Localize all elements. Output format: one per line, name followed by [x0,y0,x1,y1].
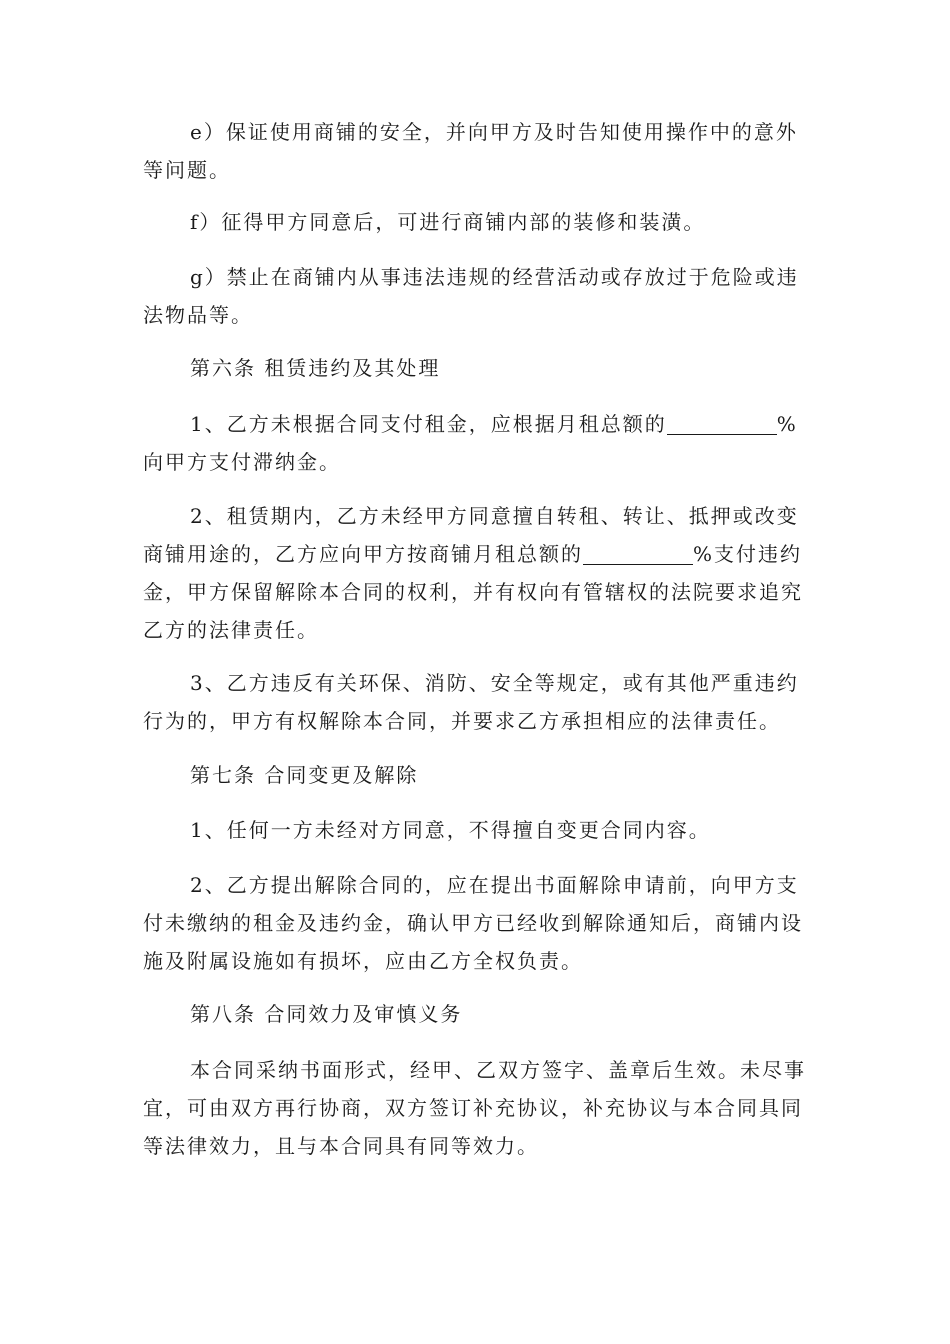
fill-in-blank[interactable] [583,542,693,565]
article-8-heading: 第八条 合同效力及审慎义务 [190,1002,463,1026]
article-7-heading: 第七条 合同变更及解除 [190,763,419,787]
article-6-item-1-text-b: %向甲方支付滞纳金。 [143,412,798,474]
clause-g: g）禁止在商铺内从事违法违规的经营活动或存放过于危险或违法物品等。 [143,265,799,327]
article-6-heading: 第六条 租赁违约及其处理 [190,356,441,380]
article-6-item-1-text-a: 1、乙方未根据合同支付租金，应根据月租总额的 [190,412,667,436]
article-7-item-2: 2、乙方提出解除合同的，应在提出书面解除申请前，向甲方支付未缴纳的租金及违约金，确认甲方已经收到解除通知后，商铺内设施及附属设施如有损坏，应由乙方全权负责。 [143,873,803,973]
fill-in-blank[interactable] [667,412,777,435]
article-6-item-2-text-a: 2、租赁期内，乙方未经甲方同意擅自转租、转让、抵押或改变商铺用途的，乙方应向甲方按商铺月租总额的 [143,504,799,566]
article-7-item-1: 1、任何一方未经对方同意，不得擅自变更合同内容。 [190,818,711,842]
clause-f: f）征得甲方同意后，可进行商铺内部的装修和装潢。 [190,210,706,234]
article-8-body: 本合同采纳书面形式，经甲、乙双方签字、盖章后生效。未尽事宜，可由双方再行协商，双方签订补充协议，补充协议与本合同具同等法律效力，且与本合同具有同等效力。 [143,1058,806,1158]
article-6-item-3: 3、乙方违反有关环保、消防、安全等规定，或有其他严重违约行为的，甲方有权解除本合同，并要求乙方承担相应的法律责任。 [143,671,799,733]
article-6-item-1 [143,405,808,481]
clause-e: e）保证使用商铺的安全，并向甲方及时告知使用操作中的意外等问题。 [143,120,798,182]
article-6-item-2 [143,497,808,649]
article-6-item-2-text-b: %支付违约金，甲方保留解除本合同的权利，并有权向有管辖权的法院要求追究乙方的法律责任。 [143,542,803,642]
